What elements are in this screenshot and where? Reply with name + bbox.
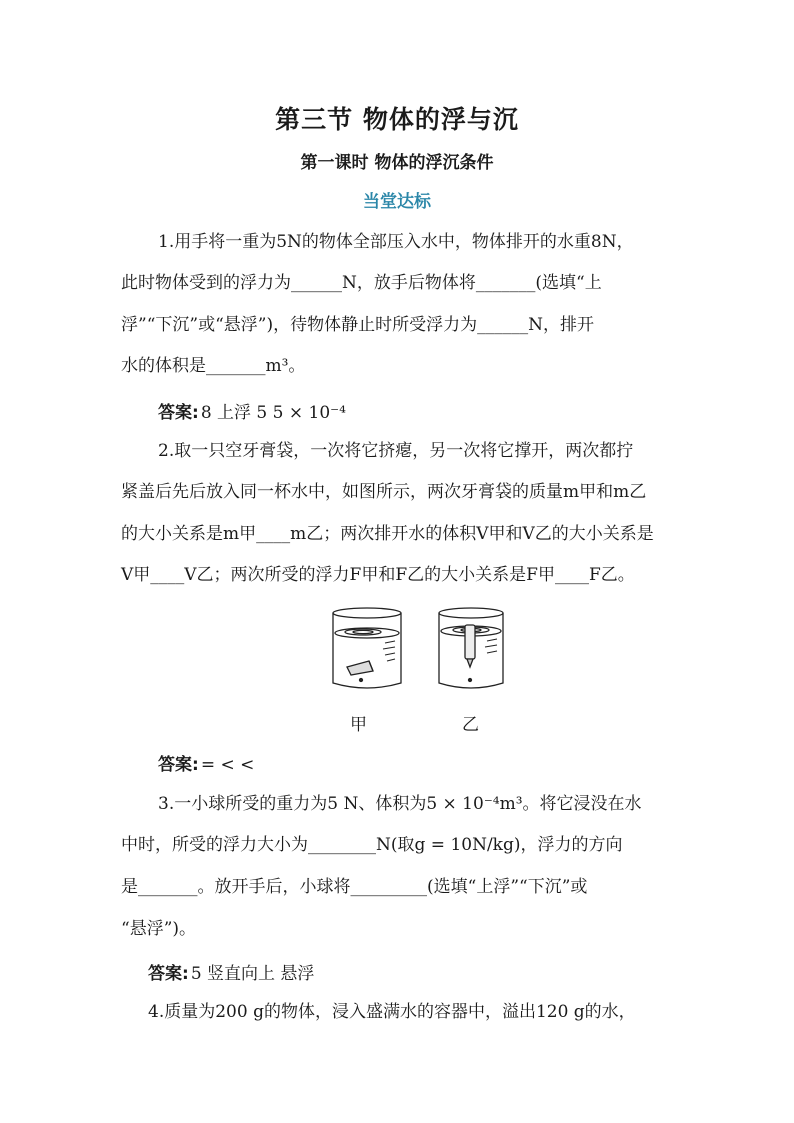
beaker-figure [325,605,505,693]
lesson-subtitle: 第一课时 物体的浮沉条件 [300,153,494,173]
q2-answer-label: 答案: [158,755,199,775]
q3-answer [148,959,314,984]
q3-line-4: “悬浮”)。 [121,919,197,939]
q2-answer-value: = < < [200,755,255,775]
q2-line-2: 紧盖后先后放入同一杯水中，如图所示，两次牙膏袋的质量m甲和m乙 [121,482,647,502]
beaker-b-icon [439,608,503,688]
q3-line-1: 3.一小球所受的重力为5 N、体积为5 × 10⁻⁴m³。将它浸没在水 [158,794,642,814]
q3-answer-label: 答案: [148,964,189,984]
q1-line-1: 1.用手将一重为5N的物体全部压入水中，物体排开的水重8N， [158,232,634,252]
q4-line-1: 4.质量为200 g的物体，浸入盛满水的容器中，溢出120 g的水， [148,1002,636,1022]
q2-answer [158,750,254,775]
q1-line-2: 此时物体受到的浮力为______N，放手后物体将_______(选填“上 [121,273,602,293]
beaker-a-icon [333,608,401,688]
figure-label-a: 甲 [350,715,367,735]
section-heading: 当堂达标 [363,192,431,212]
q3-line-2: 中时，所受的浮力大小为________N(取g = 10N/kg)，浮力的方向 [121,835,623,855]
q1-answer-value: 8 上浮 5 5 × 10⁻⁴ [200,403,346,423]
q1-line-3: 浮”“下沉”或“悬浮”)，待物体静止时所受浮力为______N，排开 [121,315,594,335]
page-title: 第三节 物体的浮与沉 [275,105,519,134]
q1-answer-label: 答案: [158,403,199,423]
q1-line-4: 水的体积是_______m³。 [121,356,306,376]
q1-answer [158,398,346,423]
q2-line-3: 的大小关系是m甲____m乙；两次排开水的体积V甲和V乙的大小关系是 [121,524,654,544]
q2-line-1: 2.取一只空牙膏袋，一次将它挤瘪，另一次将它撑开，两次都拧 [158,441,634,461]
q2-line-4: V甲____V乙；两次所受的浮力F甲和F乙的大小关系是F甲____F乙。 [121,565,635,585]
q3-answer-value: 5 竖直向上 悬浮 [190,964,315,984]
q3-line-3: 是_______。放开手后，小球将_________(选填“上浮”“下沉”或 [121,877,588,897]
figure-label-b: 乙 [462,715,479,735]
